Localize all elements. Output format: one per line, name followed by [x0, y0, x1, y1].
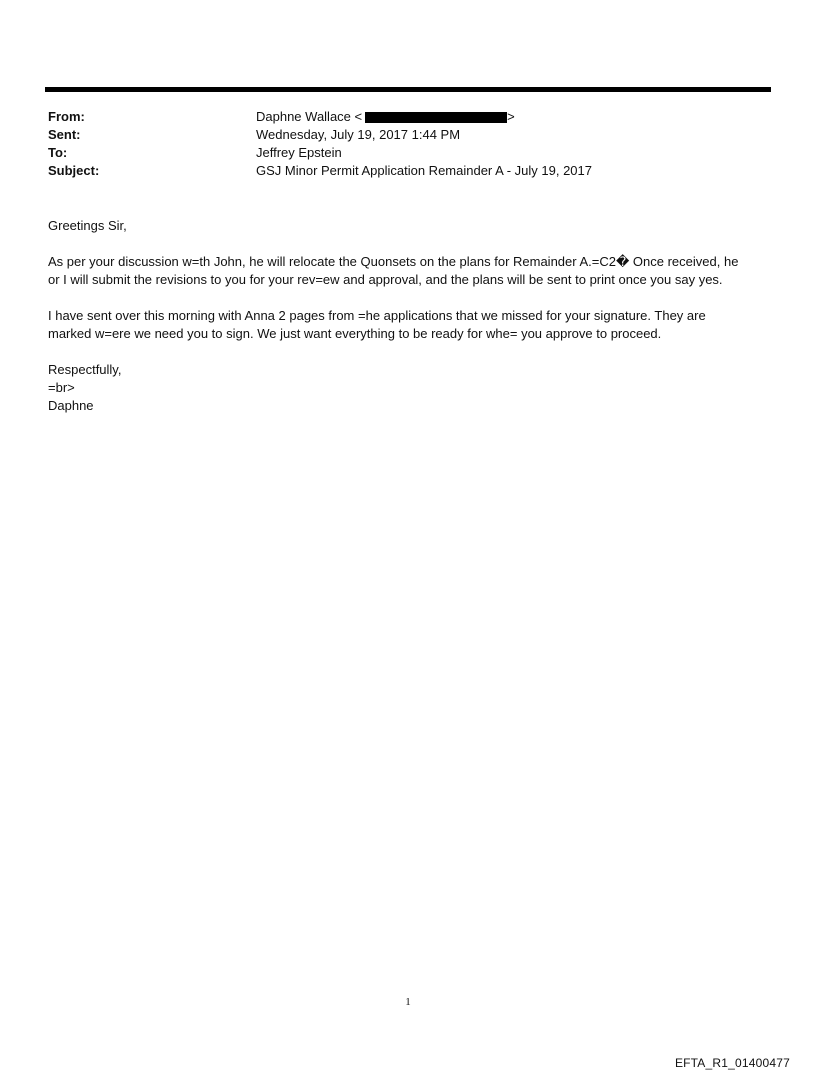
document-id: EFTA_R1_01400477 — [674, 1056, 790, 1070]
signature-name: Daphne — [48, 398, 94, 413]
sent-value: Wednesday, July 19, 2017 1:44 PM — [256, 127, 461, 142]
email-body — [48, 217, 768, 433]
from-label: From: — [48, 109, 85, 124]
to-label: To: — [48, 145, 68, 160]
to-value: Jeffrey Epstein — [256, 145, 342, 160]
paragraph-2-line-1: I have sent over this morning with Anna 2 pages from =he applications that we missed for your signature. They are — [48, 308, 706, 323]
sender-email-close: > — [507, 109, 515, 124]
paragraph-1-line-1: As per your discussion w=th John, he will relocate the Quonsets on the plans for Remainder A.=C2� Once received, he — [48, 254, 739, 269]
subject-row — [48, 162, 768, 180]
greeting: Greetings Sir, — [48, 218, 127, 233]
subject-label: Subject: — [48, 163, 100, 178]
from-row — [48, 108, 768, 126]
email-header — [48, 108, 768, 180]
sign-off — [48, 361, 768, 415]
redaction-block — [365, 112, 507, 123]
sender-name: Daphne Wallace < — [256, 109, 363, 124]
subject-value: GSJ Minor Permit Application Remainder A - July 19, 2017 — [256, 163, 592, 178]
page-number: 1 — [405, 996, 411, 1008]
paragraph-2-line-2: marked w=ere we need you to sign. We just want everything to be ready for whe= you approve to proceed. — [48, 326, 662, 341]
header-divider — [45, 87, 771, 92]
encoding-artifact: =br> — [48, 380, 75, 395]
from-value — [256, 108, 768, 126]
closing: Respectfully, — [48, 362, 122, 377]
to-row — [48, 144, 768, 162]
paragraph-2 — [48, 307, 768, 343]
sent-label: Sent: — [48, 127, 81, 142]
paragraph-1-line-2: or I will submit the revisions to you for your rev=ew and approval, and the plans will be sent to print once you say yes. — [48, 272, 723, 287]
paragraph-1 — [48, 253, 768, 289]
sent-row — [48, 126, 768, 144]
